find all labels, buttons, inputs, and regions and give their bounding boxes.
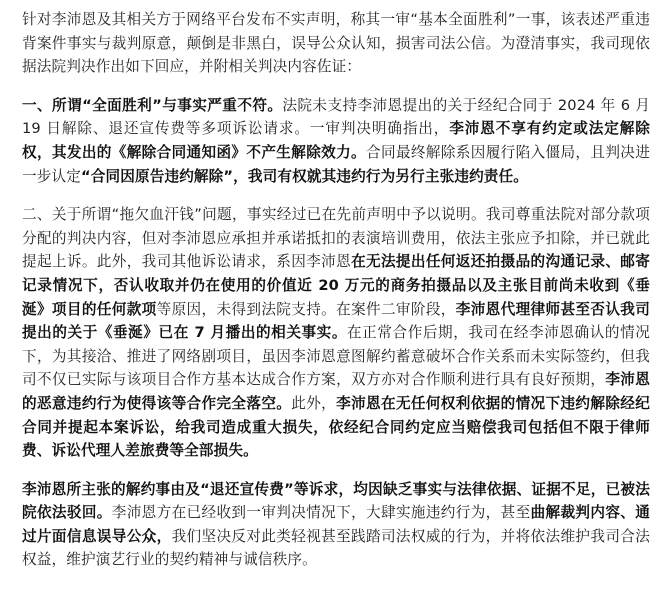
conclusion-emphasis: 李沛恩所主张的解约事由及“退还宣传费”等诉求，均因缺乏事实与法律依据、证据不足，已被法院依法驳回。 xyxy=(22,480,650,522)
section-two-text: 在正常合作后期，我司在经李沛恩确认的情况下，为其接洽、推进了网络剧项目，虽因李沛恩意图解约蓄意破坏合作关系而未实际签约，但我司不仅已实际与该项目合作方基本达成合作方案，双方亦对合作顺利进行具有良好预期， xyxy=(22,324,650,389)
conclusion-paragraph xyxy=(22,478,650,572)
section-one-text: 法院未支持李沛恩提出的关于经纪合同于 2024 年 6 月 19 日解除、退还宣传费等多项诉讼请求。一审判决明确指出， xyxy=(22,96,650,138)
conclusion-emphasis: 曲解裁判内容、通过片面信息误导公众， xyxy=(22,504,651,545)
section-two-emphasis: 李沛恩代理律师甚至否认我司提出的关于《垂涎》已在 7 月播出的相关事实。 xyxy=(22,300,650,342)
section-one-emphasis: 李沛恩不享有约定或法定解除权，其发出的《解除合同通知函》不产生解除效力。 xyxy=(22,120,651,161)
section-two-paragraph xyxy=(22,203,650,463)
section-two-emphasis: 在无法提出任何返还拍摄品的沟通记录、邮寄记录情况下，否认收取并仍在使用的价值近 20 万元的商务拍摄品以及主张目前尚未收到《垂涎》项目的任何款项 xyxy=(22,253,650,318)
section-one-heading: 一、所谓“全面胜利”与事实严重不符。 xyxy=(22,96,283,114)
section-two-text: 二、关于所谓“拖欠血汗钱”问题，事实经过已在先前声明中予以说明。我司尊重法院对部分款项分配的判决内容，但对李沛恩应承担并承诺抵扣的表演培训费用，依法主张应予扣除，并已就此提起上诉。此外，我司其他诉讼请求，系因李沛恩 xyxy=(22,206,650,271)
conclusion-text: 李沛恩方在已经收到一审判决情况下，大肆实施违约行为，甚至 xyxy=(111,504,531,522)
conclusion-text: 我们坚决反对此类轻视甚至践踏司法权威的行为，并将依法维护我司合法权益，维护演艺行业的契约精神与诚信秩序。 xyxy=(22,527,650,569)
section-one-text: 合同最终解除系因履行陷入僵局，且判决进一步认定 xyxy=(22,143,651,185)
section-two-text: 此外， xyxy=(291,394,337,412)
intro-paragraph xyxy=(22,8,650,79)
intro-text: 针对李沛恩及其相关方于网络平台发布不实声明，称其一审“基本全面胜利”一事，该表述严重违背案件事实与裁判原意，颠倒是非黑白，误导公众认知，损害司法公信。为澄清事实，我司现依据法院判决作出如下回应，并附相关判决内容佐证： xyxy=(22,11,650,76)
section-two-text: 等原因，未得到法院支持。在案件二审阶段， xyxy=(156,300,456,318)
section-one-emphasis: “合同因原告违约解除”，我司有权就其违约行为另行主张违约责任。 xyxy=(80,167,529,185)
section-two-emphasis: 李沛恩在无任何权利依据的情况下违约解除经纪合同并提起本案诉讼，给我司造成重大损失，依经纪合同约定应当赔偿我司包括但不限于律师费、诉讼代理人差旅费等全部损失。 xyxy=(22,394,650,460)
section-two-emphasis: 李沛恩的恶意违约行为使得该等合作完全落空。 xyxy=(22,371,651,412)
section-one-paragraph xyxy=(22,94,650,188)
